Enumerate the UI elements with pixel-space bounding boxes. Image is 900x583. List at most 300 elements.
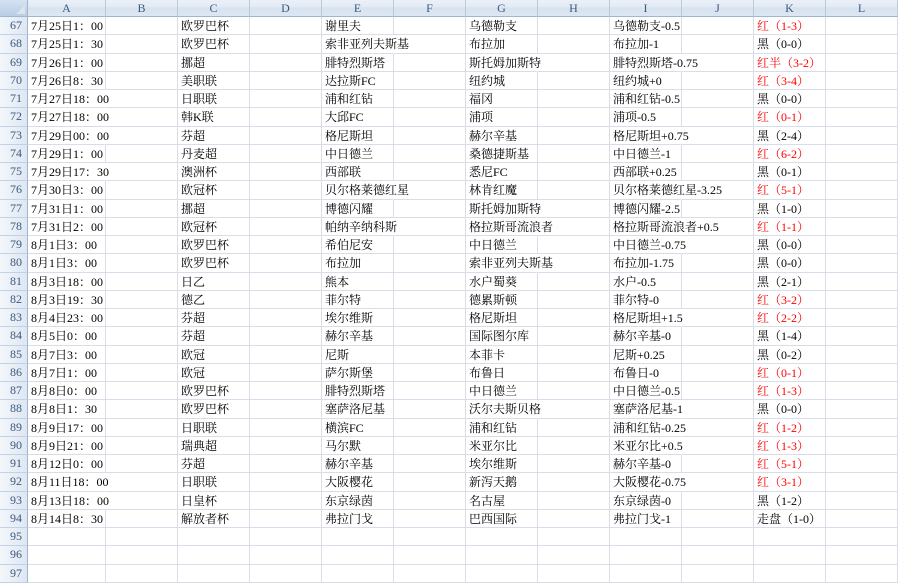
cell-league[interactable]: 丹麦超 bbox=[178, 145, 250, 163]
cell-result[interactable]: 红（3-4） bbox=[754, 72, 826, 90]
cell-empty[interactable] bbox=[538, 565, 610, 583]
cell-handicap[interactable]: 塞萨洛尼基-1 bbox=[610, 400, 682, 418]
cell-empty[interactable] bbox=[538, 437, 610, 455]
cell-empty[interactable] bbox=[754, 565, 826, 583]
cell-empty[interactable] bbox=[394, 455, 466, 473]
cell-empty[interactable] bbox=[538, 528, 610, 546]
cell-empty[interactable] bbox=[826, 492, 898, 510]
cell-empty[interactable] bbox=[250, 145, 322, 163]
cell-empty[interactable] bbox=[754, 528, 826, 546]
row-number[interactable]: 72 bbox=[0, 108, 28, 126]
cell-time[interactable]: 8月7日1：00 bbox=[28, 364, 106, 382]
row-number[interactable]: 73 bbox=[0, 127, 28, 145]
cell-empty[interactable] bbox=[754, 546, 826, 564]
cell-empty[interactable] bbox=[106, 54, 178, 72]
cell-empty[interactable] bbox=[538, 218, 610, 236]
cell-empty[interactable] bbox=[394, 200, 466, 218]
cell-empty[interactable] bbox=[250, 565, 322, 583]
column-header-C[interactable]: C bbox=[178, 0, 250, 17]
cell-empty[interactable] bbox=[322, 528, 394, 546]
cell-empty[interactable] bbox=[394, 346, 466, 364]
cell-empty[interactable] bbox=[826, 17, 898, 35]
cell-result[interactable]: 红半（3-2） bbox=[754, 54, 826, 72]
row-number[interactable]: 74 bbox=[0, 145, 28, 163]
cell-empty[interactable] bbox=[250, 236, 322, 254]
cell-empty[interactable] bbox=[322, 565, 394, 583]
cell-empty[interactable] bbox=[250, 17, 322, 35]
cell-empty[interactable] bbox=[682, 565, 754, 583]
cell-away-team[interactable]: 乌德勒支 bbox=[466, 17, 538, 35]
cell-away-team[interactable]: 米亚尔比 bbox=[466, 437, 538, 455]
cell-empty[interactable] bbox=[538, 382, 610, 400]
cell-home-team[interactable]: 横滨FC bbox=[322, 419, 394, 437]
cell-empty[interactable] bbox=[538, 364, 610, 382]
cell-time[interactable]: 8月11日18：00 bbox=[28, 473, 106, 491]
cell-result[interactable]: 红（0-1） bbox=[754, 364, 826, 382]
row-number[interactable]: 96 bbox=[0, 546, 28, 564]
cell-home-team[interactable]: 腓特烈斯塔 bbox=[322, 382, 394, 400]
cell-away-team[interactable]: 浦项 bbox=[466, 108, 538, 126]
cell-home-team[interactable]: 索非亚列夫斯基 bbox=[322, 35, 394, 53]
cell-home-team[interactable]: 赫尔辛基 bbox=[322, 327, 394, 345]
cell-empty[interactable] bbox=[826, 473, 898, 491]
cell-empty[interactable] bbox=[826, 291, 898, 309]
cell-time[interactable]: 7月30日3：00 bbox=[28, 181, 106, 199]
cell-empty[interactable] bbox=[682, 163, 754, 181]
cell-league[interactable]: 芬超 bbox=[178, 455, 250, 473]
row-number[interactable]: 93 bbox=[0, 492, 28, 510]
select-all-corner[interactable] bbox=[0, 0, 28, 17]
cell-handicap[interactable]: 中日德兰-0.5 bbox=[610, 382, 682, 400]
cell-empty[interactable] bbox=[106, 419, 178, 437]
cell-home-team[interactable]: 大阪樱花 bbox=[322, 473, 394, 491]
cell-empty[interactable] bbox=[466, 546, 538, 564]
cell-handicap[interactable]: 布鲁日-0 bbox=[610, 364, 682, 382]
cell-empty[interactable] bbox=[826, 181, 898, 199]
cell-result[interactable]: 红（6-2） bbox=[754, 145, 826, 163]
cell-empty[interactable] bbox=[106, 108, 178, 126]
cell-empty[interactable] bbox=[250, 546, 322, 564]
cell-empty[interactable] bbox=[538, 510, 610, 528]
cell-empty[interactable] bbox=[538, 200, 610, 218]
cell-time[interactable]: 7月27日18：00 bbox=[28, 108, 106, 126]
row-number[interactable]: 82 bbox=[0, 291, 28, 309]
cell-empty[interactable] bbox=[394, 364, 466, 382]
cell-empty[interactable] bbox=[106, 528, 178, 546]
cell-empty[interactable] bbox=[106, 382, 178, 400]
cell-empty[interactable] bbox=[106, 236, 178, 254]
cell-empty[interactable] bbox=[250, 218, 322, 236]
cell-empty[interactable] bbox=[826, 273, 898, 291]
cell-empty[interactable] bbox=[538, 54, 610, 72]
column-header-B[interactable]: B bbox=[106, 0, 178, 17]
cell-empty[interactable] bbox=[826, 346, 898, 364]
cell-empty[interactable] bbox=[394, 510, 466, 528]
cell-away-team[interactable]: 中日德兰 bbox=[466, 236, 538, 254]
cell-empty[interactable] bbox=[394, 327, 466, 345]
cell-league[interactable]: 欧罗巴杯 bbox=[178, 17, 250, 35]
cell-league[interactable]: 欧罗巴杯 bbox=[178, 400, 250, 418]
cell-away-team[interactable]: 本菲卡 bbox=[466, 346, 538, 364]
cell-empty[interactable] bbox=[682, 273, 754, 291]
cell-handicap[interactable]: 水户-0.5 bbox=[610, 273, 682, 291]
cell-empty[interactable] bbox=[682, 218, 754, 236]
cell-league[interactable]: 欧冠杯 bbox=[178, 181, 250, 199]
column-header-H[interactable]: H bbox=[538, 0, 610, 17]
cell-away-team[interactable]: 德累斯顿 bbox=[466, 291, 538, 309]
cell-handicap[interactable]: 中日德兰-1 bbox=[610, 145, 682, 163]
cell-empty[interactable] bbox=[106, 145, 178, 163]
cell-home-team[interactable]: 帕纳辛纳科斯 bbox=[322, 218, 394, 236]
cell-handicap[interactable]: 浦和红钻-0.25 bbox=[610, 419, 682, 437]
cell-empty[interactable] bbox=[106, 309, 178, 327]
column-header-A[interactable]: A bbox=[28, 0, 106, 17]
cell-home-team[interactable]: 塞萨洛尼基 bbox=[322, 400, 394, 418]
cell-empty[interactable] bbox=[682, 473, 754, 491]
cell-time[interactable]: 8月4日23：00 bbox=[28, 309, 106, 327]
cell-result[interactable]: 红（1-1） bbox=[754, 218, 826, 236]
cell-away-team[interactable]: 名古屋 bbox=[466, 492, 538, 510]
cell-empty[interactable] bbox=[682, 127, 754, 145]
cell-empty[interactable] bbox=[682, 364, 754, 382]
cell-away-team[interactable]: 浦和红钻 bbox=[466, 419, 538, 437]
cell-result[interactable]: 走盘（1-0） bbox=[754, 510, 826, 528]
cell-empty[interactable] bbox=[394, 17, 466, 35]
cell-league[interactable]: 日皇杯 bbox=[178, 492, 250, 510]
cell-empty[interactable] bbox=[106, 346, 178, 364]
cell-empty[interactable] bbox=[682, 145, 754, 163]
cell-empty[interactable] bbox=[826, 327, 898, 345]
cell-empty[interactable] bbox=[538, 236, 610, 254]
cell-handicap[interactable]: 弗拉门戈-1 bbox=[610, 510, 682, 528]
cell-result[interactable]: 黑（1-2） bbox=[754, 492, 826, 510]
cell-empty[interactable] bbox=[106, 218, 178, 236]
cell-empty[interactable] bbox=[826, 236, 898, 254]
cell-empty[interactable] bbox=[682, 291, 754, 309]
cell-empty[interactable] bbox=[826, 455, 898, 473]
cell-result[interactable]: 黑（0-2） bbox=[754, 346, 826, 364]
cell-empty[interactable] bbox=[106, 510, 178, 528]
cell-empty[interactable] bbox=[682, 17, 754, 35]
cell-time[interactable]: 8月8日0：00 bbox=[28, 382, 106, 400]
cell-empty[interactable] bbox=[826, 364, 898, 382]
cell-empty[interactable] bbox=[394, 437, 466, 455]
cell-league[interactable]: 解放者杯 bbox=[178, 510, 250, 528]
cell-home-team[interactable]: 埃尔维斯 bbox=[322, 309, 394, 327]
row-number[interactable]: 91 bbox=[0, 455, 28, 473]
cell-empty[interactable] bbox=[538, 254, 610, 272]
cell-home-team[interactable]: 西部联 bbox=[322, 163, 394, 181]
cell-result[interactable]: 红（1-2） bbox=[754, 419, 826, 437]
cell-away-team[interactable]: 悉尼FC bbox=[466, 163, 538, 181]
cell-empty[interactable] bbox=[538, 546, 610, 564]
cell-empty[interactable] bbox=[106, 437, 178, 455]
cell-league[interactable]: 欧冠 bbox=[178, 346, 250, 364]
cell-time[interactable]: 8月14日8：30 bbox=[28, 510, 106, 528]
cell-empty[interactable] bbox=[826, 400, 898, 418]
cell-empty[interactable] bbox=[394, 218, 466, 236]
cell-empty[interactable] bbox=[826, 419, 898, 437]
cell-time[interactable]: 8月1日3：00 bbox=[28, 254, 106, 272]
cell-empty[interactable] bbox=[538, 145, 610, 163]
cell-handicap[interactable]: 纽约城+0 bbox=[610, 72, 682, 90]
cell-empty[interactable] bbox=[394, 72, 466, 90]
cell-empty[interactable] bbox=[394, 565, 466, 583]
cell-empty[interactable] bbox=[538, 127, 610, 145]
cell-empty[interactable] bbox=[250, 54, 322, 72]
cell-result[interactable]: 红（5-1） bbox=[754, 455, 826, 473]
cell-empty[interactable] bbox=[826, 528, 898, 546]
cell-empty[interactable] bbox=[106, 455, 178, 473]
row-number[interactable]: 89 bbox=[0, 419, 28, 437]
cell-league[interactable]: 挪超 bbox=[178, 200, 250, 218]
cell-empty[interactable] bbox=[538, 35, 610, 53]
cell-home-team[interactable]: 浦和红钻 bbox=[322, 90, 394, 108]
cell-league[interactable]: 日职联 bbox=[178, 90, 250, 108]
cell-empty[interactable] bbox=[250, 473, 322, 491]
cell-empty[interactable] bbox=[250, 181, 322, 199]
cell-empty[interactable] bbox=[106, 565, 178, 583]
cell-empty[interactable] bbox=[394, 546, 466, 564]
cell-result[interactable]: 黑（0-0） bbox=[754, 254, 826, 272]
cell-empty[interactable] bbox=[826, 35, 898, 53]
cell-handicap[interactable]: 西部联+0.25 bbox=[610, 163, 682, 181]
cell-result[interactable]: 红（0-1） bbox=[754, 108, 826, 126]
cell-empty[interactable] bbox=[682, 546, 754, 564]
cell-empty[interactable] bbox=[394, 400, 466, 418]
cell-empty[interactable] bbox=[682, 419, 754, 437]
cell-home-team[interactable]: 布拉加 bbox=[322, 254, 394, 272]
cell-time[interactable]: 8月5日0：00 bbox=[28, 327, 106, 345]
cell-empty[interactable] bbox=[682, 72, 754, 90]
cell-empty[interactable] bbox=[250, 90, 322, 108]
column-header-I[interactable]: I bbox=[610, 0, 682, 17]
cell-empty[interactable] bbox=[394, 163, 466, 181]
cell-league[interactable]: 欧罗巴杯 bbox=[178, 254, 250, 272]
cell-home-team[interactable]: 弗拉门戈 bbox=[322, 510, 394, 528]
cell-time[interactable]: 8月9日17：00 bbox=[28, 419, 106, 437]
cell-empty[interactable] bbox=[826, 145, 898, 163]
cell-empty[interactable] bbox=[538, 419, 610, 437]
cell-empty[interactable] bbox=[250, 364, 322, 382]
column-header-K[interactable]: K bbox=[754, 0, 826, 17]
cell-result[interactable]: 红（2-2） bbox=[754, 309, 826, 327]
cell-handicap[interactable]: 格尼斯坦+0.75 bbox=[610, 127, 682, 145]
cell-empty[interactable] bbox=[250, 72, 322, 90]
cell-away-team[interactable]: 格拉斯哥流浪者 bbox=[466, 218, 538, 236]
cell-handicap[interactable]: 腓特烈斯塔-0.75 bbox=[610, 54, 682, 72]
cell-empty[interactable] bbox=[106, 291, 178, 309]
cell-empty[interactable] bbox=[394, 145, 466, 163]
cell-empty[interactable] bbox=[826, 163, 898, 181]
cell-result[interactable]: 黑（2-1） bbox=[754, 273, 826, 291]
cell-away-team[interactable]: 赫尔辛基 bbox=[466, 127, 538, 145]
cell-empty[interactable] bbox=[394, 236, 466, 254]
cell-home-team[interactable]: 菲尔特 bbox=[322, 291, 394, 309]
row-number[interactable]: 68 bbox=[0, 35, 28, 53]
cell-result[interactable]: 红（1-3） bbox=[754, 382, 826, 400]
cell-empty[interactable] bbox=[682, 35, 754, 53]
row-number[interactable]: 69 bbox=[0, 54, 28, 72]
cell-home-team[interactable]: 东京绿茵 bbox=[322, 492, 394, 510]
cell-empty[interactable] bbox=[610, 565, 682, 583]
cell-empty[interactable] bbox=[250, 528, 322, 546]
cell-result[interactable]: 红（1-3） bbox=[754, 17, 826, 35]
cell-empty[interactable] bbox=[682, 382, 754, 400]
cell-empty[interactable] bbox=[394, 273, 466, 291]
row-number[interactable]: 71 bbox=[0, 90, 28, 108]
row-number[interactable]: 75 bbox=[0, 163, 28, 181]
cell-league[interactable]: 欧罗巴杯 bbox=[178, 236, 250, 254]
row-number[interactable]: 90 bbox=[0, 437, 28, 455]
cell-handicap[interactable]: 布拉加-1 bbox=[610, 35, 682, 53]
cell-away-team[interactable]: 中日德兰 bbox=[466, 382, 538, 400]
cell-empty[interactable] bbox=[250, 254, 322, 272]
cell-handicap[interactable]: 米亚尔比+0.5 bbox=[610, 437, 682, 455]
cell-empty[interactable] bbox=[682, 181, 754, 199]
cell-empty[interactable] bbox=[538, 273, 610, 291]
cell-empty[interactable] bbox=[538, 90, 610, 108]
cell-empty[interactable] bbox=[394, 54, 466, 72]
cell-handicap[interactable]: 赫尔辛基-0 bbox=[610, 455, 682, 473]
cell-empty[interactable] bbox=[394, 309, 466, 327]
cell-empty[interactable] bbox=[826, 437, 898, 455]
cell-league[interactable]: 日职联 bbox=[178, 473, 250, 491]
cell-result[interactable]: 黑（0-0） bbox=[754, 400, 826, 418]
cell-empty[interactable] bbox=[682, 54, 754, 72]
cell-home-team[interactable]: 博德闪耀 bbox=[322, 200, 394, 218]
cell-empty[interactable] bbox=[106, 327, 178, 345]
cell-home-team[interactable]: 贝尔格莱德红星 bbox=[322, 181, 394, 199]
row-number[interactable]: 86 bbox=[0, 364, 28, 382]
cell-empty[interactable] bbox=[538, 163, 610, 181]
cell-time[interactable]: 8月1日3：00 bbox=[28, 236, 106, 254]
cell-time[interactable]: 7月26日8：30 bbox=[28, 72, 106, 90]
cell-empty[interactable] bbox=[322, 546, 394, 564]
cell-handicap[interactable]: 东京绿茵-0 bbox=[610, 492, 682, 510]
cell-empty[interactable] bbox=[250, 163, 322, 181]
row-number[interactable]: 88 bbox=[0, 400, 28, 418]
row-number[interactable]: 77 bbox=[0, 200, 28, 218]
cell-handicap[interactable]: 贝尔格莱德红星-3.25 bbox=[610, 181, 682, 199]
cell-empty[interactable] bbox=[178, 528, 250, 546]
cell-away-team[interactable]: 水户蜀葵 bbox=[466, 273, 538, 291]
cell-empty[interactable] bbox=[250, 127, 322, 145]
cell-handicap[interactable]: 格拉斯哥流浪者+0.5 bbox=[610, 218, 682, 236]
row-number[interactable]: 95 bbox=[0, 528, 28, 546]
column-header-D[interactable]: D bbox=[250, 0, 322, 17]
cell-empty[interactable] bbox=[466, 528, 538, 546]
cell-empty[interactable] bbox=[394, 181, 466, 199]
cell-empty[interactable] bbox=[682, 455, 754, 473]
cell-handicap[interactable]: 浦项-0.5 bbox=[610, 108, 682, 126]
cell-empty[interactable] bbox=[106, 72, 178, 90]
cell-empty[interactable] bbox=[106, 200, 178, 218]
column-header-E[interactable]: E bbox=[322, 0, 394, 17]
cell-empty[interactable] bbox=[826, 108, 898, 126]
row-number[interactable]: 87 bbox=[0, 382, 28, 400]
cell-empty[interactable] bbox=[538, 291, 610, 309]
cell-empty[interactable] bbox=[826, 200, 898, 218]
cell-home-team[interactable]: 格尼斯坦 bbox=[322, 127, 394, 145]
cell-away-team[interactable]: 国际图尔库 bbox=[466, 327, 538, 345]
cell-empty[interactable] bbox=[106, 546, 178, 564]
cell-away-team[interactable]: 新泻天鹅 bbox=[466, 473, 538, 491]
cell-empty[interactable] bbox=[682, 346, 754, 364]
cell-empty[interactable] bbox=[250, 108, 322, 126]
cell-empty[interactable] bbox=[106, 473, 178, 491]
cell-empty[interactable] bbox=[178, 546, 250, 564]
cell-away-team[interactable]: 索非亚列夫斯基 bbox=[466, 254, 538, 272]
cell-league[interactable]: 日乙 bbox=[178, 273, 250, 291]
cell-league[interactable]: 欧罗巴杯 bbox=[178, 382, 250, 400]
cell-empty[interactable] bbox=[250, 382, 322, 400]
column-header-F[interactable]: F bbox=[394, 0, 466, 17]
cell-empty[interactable] bbox=[538, 108, 610, 126]
cell-handicap[interactable]: 博德闪耀-2.5 bbox=[610, 200, 682, 218]
cell-home-team[interactable]: 腓特烈斯塔 bbox=[322, 54, 394, 72]
row-number[interactable]: 76 bbox=[0, 181, 28, 199]
cell-empty[interactable] bbox=[826, 127, 898, 145]
cell-empty[interactable] bbox=[682, 437, 754, 455]
cell-empty[interactable] bbox=[682, 510, 754, 528]
cell-empty[interactable] bbox=[538, 400, 610, 418]
cell-home-team[interactable]: 达拉斯FC bbox=[322, 72, 394, 90]
cell-time[interactable]: 8月3日18：00 bbox=[28, 273, 106, 291]
cell-empty[interactable] bbox=[250, 419, 322, 437]
cell-empty[interactable] bbox=[250, 35, 322, 53]
cell-empty[interactable] bbox=[250, 510, 322, 528]
cell-empty[interactable] bbox=[28, 565, 106, 583]
cell-empty[interactable] bbox=[250, 273, 322, 291]
cell-empty[interactable] bbox=[394, 35, 466, 53]
column-header-L[interactable]: L bbox=[826, 0, 898, 17]
cell-empty[interactable] bbox=[610, 546, 682, 564]
cell-empty[interactable] bbox=[394, 382, 466, 400]
cell-empty[interactable] bbox=[394, 419, 466, 437]
cell-empty[interactable] bbox=[466, 565, 538, 583]
cell-time[interactable]: 7月29日1：00 bbox=[28, 145, 106, 163]
cell-league[interactable]: 欧冠杯 bbox=[178, 218, 250, 236]
cell-empty[interactable] bbox=[682, 108, 754, 126]
cell-empty[interactable] bbox=[106, 254, 178, 272]
cell-time[interactable]: 7月27日18：00 bbox=[28, 90, 106, 108]
cell-empty[interactable] bbox=[538, 17, 610, 35]
cell-empty[interactable] bbox=[250, 200, 322, 218]
cell-result[interactable]: 红（3-1） bbox=[754, 473, 826, 491]
cell-empty[interactable] bbox=[106, 17, 178, 35]
cell-away-team[interactable]: 布鲁日 bbox=[466, 364, 538, 382]
cell-empty[interactable] bbox=[106, 400, 178, 418]
cell-away-team[interactable]: 林肯红魔 bbox=[466, 181, 538, 199]
cell-empty[interactable] bbox=[826, 565, 898, 583]
cell-result[interactable]: 黑（1-4） bbox=[754, 327, 826, 345]
cell-time[interactable]: 7月25日1：00 bbox=[28, 17, 106, 35]
cell-empty[interactable] bbox=[250, 437, 322, 455]
cell-result[interactable]: 红（1-3） bbox=[754, 437, 826, 455]
column-header-G[interactable]: G bbox=[466, 0, 538, 17]
cell-empty[interactable] bbox=[826, 54, 898, 72]
cell-empty[interactable] bbox=[682, 400, 754, 418]
cell-result[interactable]: 黑（0-0） bbox=[754, 90, 826, 108]
cell-empty[interactable] bbox=[538, 309, 610, 327]
cell-empty[interactable] bbox=[538, 492, 610, 510]
cell-result[interactable]: 黑（2-4） bbox=[754, 127, 826, 145]
cell-league[interactable]: 芬超 bbox=[178, 127, 250, 145]
cell-empty[interactable] bbox=[106, 35, 178, 53]
cell-home-team[interactable]: 尼斯 bbox=[322, 346, 394, 364]
cell-empty[interactable] bbox=[826, 546, 898, 564]
